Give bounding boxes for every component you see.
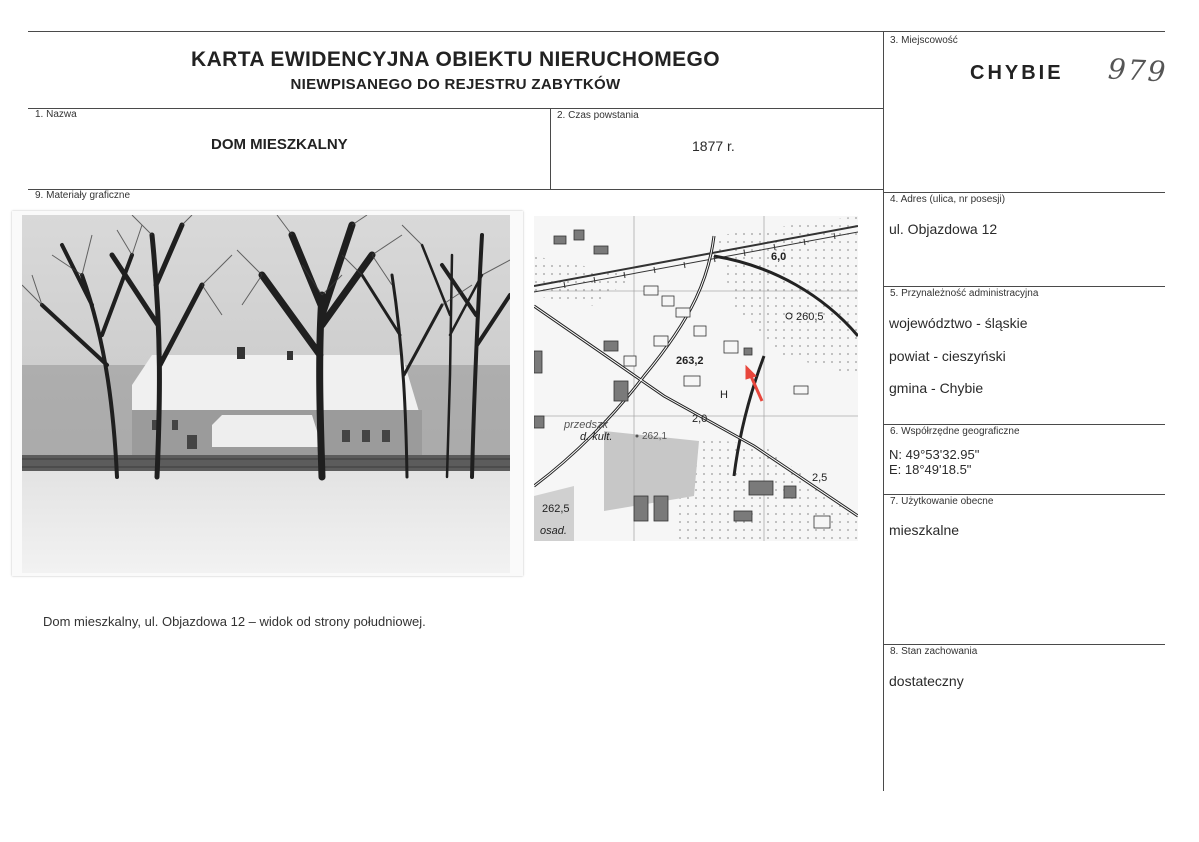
locality-label: 3. Miejscowość	[890, 35, 958, 46]
map-text-3: osad.	[540, 525, 567, 537]
date-label: 2. Czas powstania	[557, 110, 639, 121]
map-elev-1: 6,0	[771, 251, 787, 263]
name-label: 1. Nazwa	[35, 109, 77, 120]
map-elev-3: 263,2	[676, 355, 704, 367]
address-label: 4. Adres (ulica, nr posesji)	[890, 194, 1006, 205]
date-value: 1877 r.	[692, 138, 735, 154]
map-elev-5: 262,1	[642, 431, 668, 442]
admin-county: powiat - cieszyński	[889, 348, 1006, 364]
top-rule	[28, 31, 1165, 32]
rule-below-title	[28, 108, 883, 109]
photo-caption: Dom mieszkalny, ul. Objazdowa 12 – widok od strony południowej.	[43, 614, 426, 629]
location-map	[534, 216, 858, 541]
rule-below-admin	[883, 424, 1165, 425]
rule-below-locality	[883, 192, 1165, 193]
graphics-label: 9. Materiały graficzne	[35, 190, 131, 201]
rule-below-name	[28, 189, 883, 190]
page-subtitle: NIEWPISANEGO DO REJESTRU ZABYTKÓW	[290, 76, 621, 93]
admin-voivodeship: województwo - śląskie	[889, 315, 1028, 331]
rule-below-coords	[883, 494, 1165, 495]
map-elev-2: 260,5	[796, 311, 824, 323]
map-elev-6: 2,5	[812, 472, 828, 484]
name-date-divider	[550, 108, 551, 190]
admin-commune: gmina - Chybie	[889, 380, 984, 396]
page-title: KARTA EWIDENCYJNA OBIEKTU NIERUCHOMEGO	[191, 48, 720, 71]
map-text-1: przedszk	[564, 419, 609, 431]
use-value: mieszkalne	[889, 522, 960, 538]
handwritten-number: 979	[1107, 52, 1169, 89]
map-text-2: d. kult.	[580, 431, 613, 443]
coords-north: N: 49°53'32.95"	[889, 447, 980, 462]
coords-label: 6. Współrzędne geograficzne	[890, 426, 1020, 437]
winter-house-image	[22, 215, 510, 573]
topographic-map	[534, 216, 858, 541]
rule-below-use	[883, 644, 1165, 645]
rule-below-address	[883, 286, 1165, 287]
condition-value: dostateczny	[889, 673, 964, 689]
locality-value: CHYBIE	[970, 62, 1064, 84]
address-value: ul. Objazdowa 12	[889, 221, 998, 237]
map-elev-4: 2,0	[692, 413, 708, 425]
name-value: DOM MIESZKALNY	[211, 136, 348, 153]
use-label: 7. Użytkowanie obecne	[890, 496, 994, 507]
house-photo	[12, 211, 523, 576]
admin-label: 5. Przynależność administracyjna	[890, 288, 1039, 299]
condition-label: 8. Stan zachowania	[890, 646, 978, 657]
coords-east: E: 18°49'18.5"	[889, 462, 972, 477]
right-column-divider	[883, 31, 884, 791]
map-text-4: H	[720, 389, 728, 401]
map-elev-7: 262,5	[542, 503, 570, 515]
